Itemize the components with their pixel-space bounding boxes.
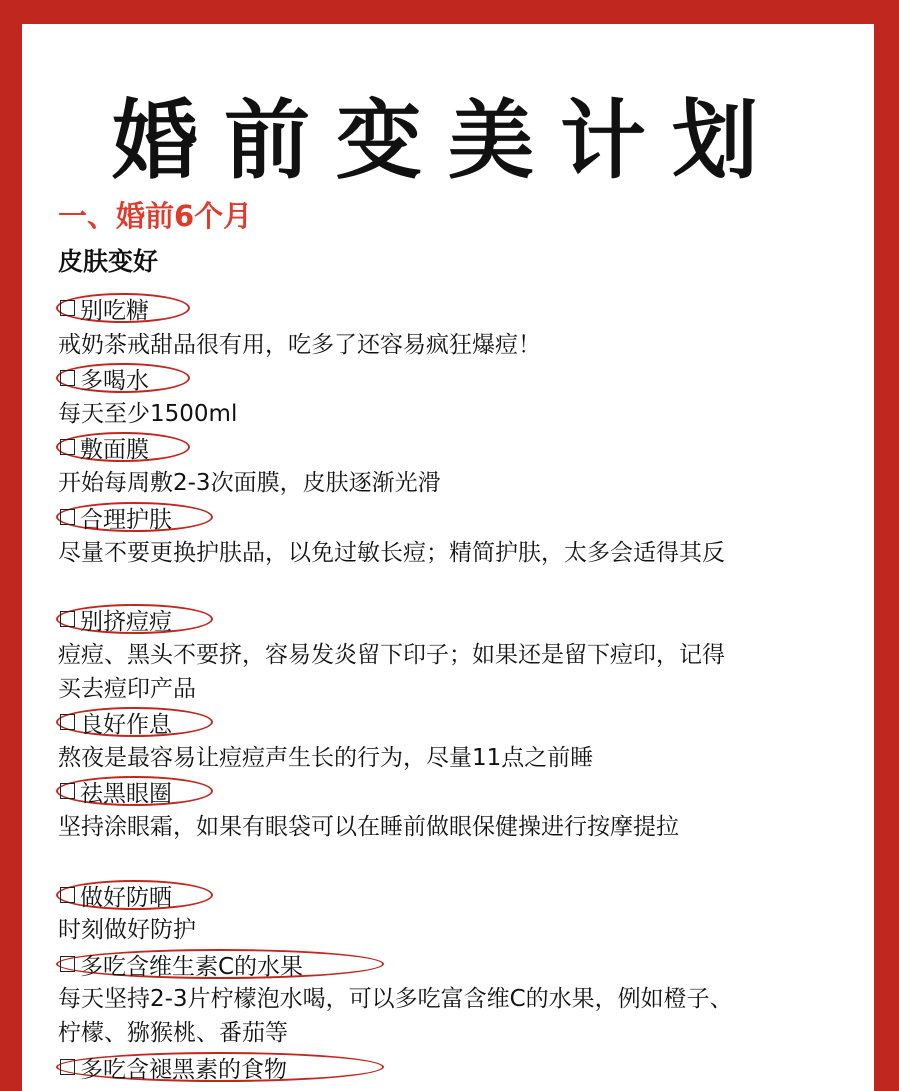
checklist-item[interactable] [60,430,149,464]
item-description: 坚持涂眼霜，如果有眼袋可以在睡前做眼保健操进行按摩提拉 [58,814,679,840]
section-heading: 一、婚前6个月 [58,199,253,233]
item-title: 做好防晒 [80,884,172,911]
checkbox-icon[interactable] [60,370,75,386]
item-description: 戒奶茶戒甜品很有用，吃多了还容易疯狂爆痘！ [58,332,541,358]
checkbox-icon[interactable] [60,783,75,799]
item-title: 多喝水 [80,367,149,394]
page-title: 婚前变美计划 [112,90,784,191]
subheading: 皮肤变好 [58,247,159,276]
checklist-item[interactable] [60,602,172,636]
item-title: 别吃糖 [80,297,149,324]
checklist-item[interactable] [60,774,172,808]
item-title: 祛黑眼圈 [80,780,172,807]
checkbox-icon[interactable] [60,714,75,730]
checklist-item[interactable] [60,947,303,981]
checkbox-icon[interactable] [60,887,75,903]
checkbox-icon[interactable] [60,509,75,525]
item-description: 开始每周敷2-3次面膜，皮肤逐渐光滑 [58,470,441,496]
checkbox-icon[interactable] [60,611,75,627]
checkbox-icon[interactable] [60,300,75,316]
checklist-item[interactable] [60,291,149,325]
checkbox-icon[interactable] [60,1059,75,1075]
item-title: 良好作息 [80,711,172,738]
checklist-item[interactable] [60,705,172,739]
item-title: 多吃含维生素C的水果 [80,953,304,980]
item-title: 多吃含褪黑素的食物 [80,1056,287,1083]
checklist-item[interactable] [60,500,172,534]
item-description: 尽量不要更换护肤品，以免过敏长痘；精简护肤，太多会适得其反 [58,540,725,566]
item-title: 合理护肤 [80,506,172,533]
item-description: 熬夜是最容易让痘痘声生长的行为，尽量11点之前睡 [58,745,594,771]
checkbox-icon[interactable] [60,956,75,972]
checklist-item[interactable] [60,878,172,912]
item-title: 别挤痘痘 [80,608,172,635]
checklist-item[interactable] [60,1050,287,1084]
checkbox-icon[interactable] [60,439,75,455]
item-description: 每天至少1500ml [58,401,238,427]
item-description: 痘痘、黑头不要挤，容易发炎留下印子；如果还是留下痘印，记得买去痘印产品 [58,642,725,702]
item-description: 每天坚持2-3片柠檬泡水喝，可以多吃富含维C的水果，例如橙子、柠檬、猕猴桃、番茄等 [58,986,733,1046]
item-description: 时刻做好防护 [58,917,196,943]
page-card [22,24,874,1091]
item-title: 敷面膜 [80,436,149,463]
checklist-item[interactable] [60,361,149,395]
